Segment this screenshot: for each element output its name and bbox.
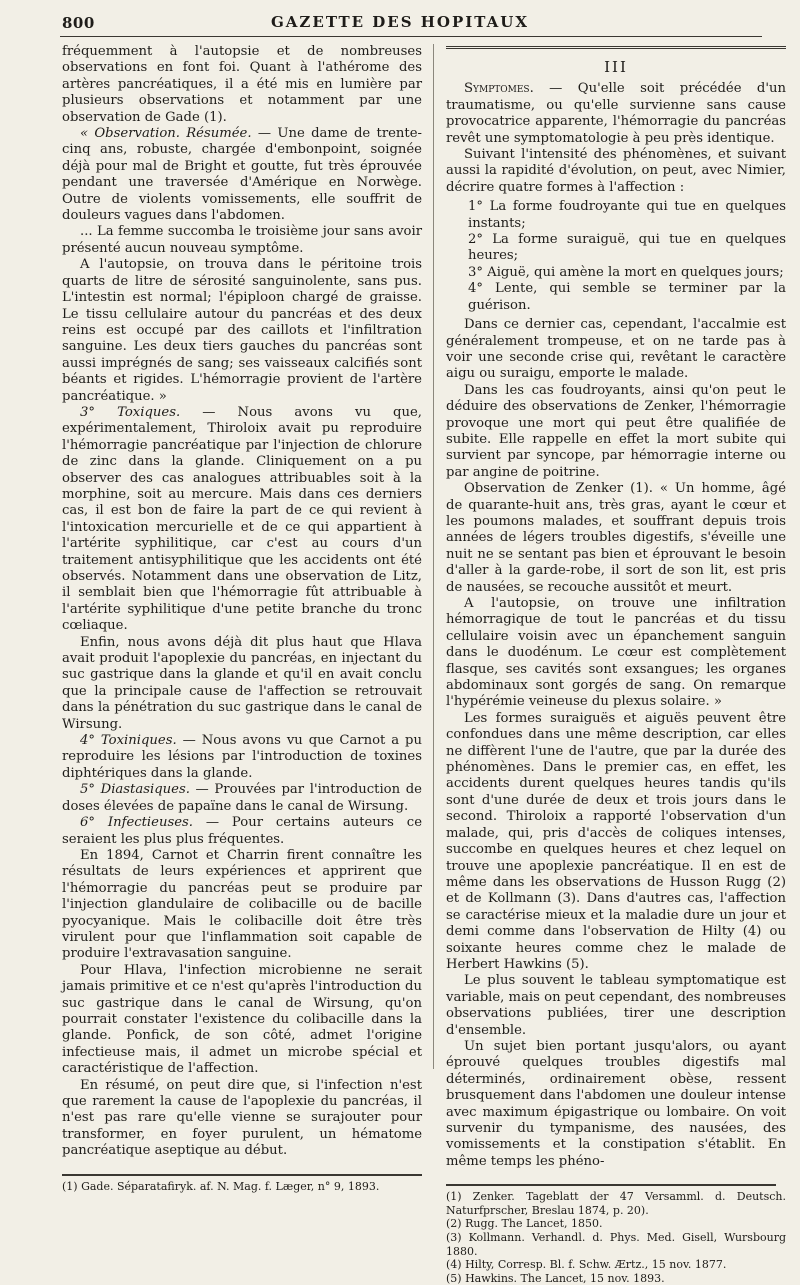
footnote: (4) Hilty, Corresp. Bl. f. Schw. Ærtz., 15 nov. 1877. — [446, 1258, 727, 1272]
paragraph: En résumé, on peut dire que, si l'infection n'est que rarement la cause de l'apoplexie du pancréas, il n'est pas rare qu'elle vienne se surajouter pour transformer, en foyer purulent, un hématome pancréatique aseptique au début. — [62, 1077, 422, 1159]
paragraph: Dans ce dernier cas, cependant, l'accalmie est généralement trompeuse, et on ne tarde pas à voir une seconde crise qui, revêtant le caractère aigu ou suraigu, emporte le malade. — [446, 317, 786, 382]
inline-label: « Observation. Résumée. — [80, 126, 252, 142]
header-rule — [60, 36, 762, 37]
paragraph: A l'autopsie, on trouve une infiltration hémorragique de tout le pancréas et du tissu cellulaire voisin avec un épanchement sanguin dans le duodénum. Le cœur est complètement flasque, ses cavités sont exsangues; les organes abdominaux sont gorgés de sang. On remarque l'hypérémie veineuse du plexus solaire. » — [446, 596, 786, 710]
footnote-rule — [62, 1174, 422, 1176]
inline-label: 6° Infectieuses. — [80, 815, 193, 831]
list-item: 1° La forme foudroyante qui tue en quelques instants; — [468, 199, 786, 231]
footnote-rule — [446, 1184, 776, 1186]
list-item: 4° Lente, qui semble se terminer par la guérison. — [468, 281, 786, 313]
section-rule — [446, 46, 786, 49]
footnote: (3) Kollmann. Verhandl. d. Phys. Med. Gisell, Wursbourg 1880. — [446, 1231, 786, 1258]
paragraph: « Observation. Résumée. — Une dame de trente-cinq ans, robuste, chargée d'embonpoint, soignée déjà pour mal de Bright et goutte, fut très éprouvée pendant une traversée d'Amérique en Norwège. Outre de violents vomissements, elle souffrit de douleurs vagues dans l'abdomen. — [62, 126, 422, 224]
page-number: 800 — [62, 14, 95, 32]
paragraph: Suivant l'intensité des phénomènes, et suivant aussi la rapidité d'évolution, on peut, avec Nimier, décrire quatre formes à l'affection : — [446, 147, 786, 195]
forms-list — [468, 199, 786, 314]
inline-label: 3° Toxiques. — [80, 404, 181, 420]
inline-label: Symptomes. — [464, 81, 534, 97]
footnote: (2) Rugg. The Lancet, 1850. — [446, 1217, 603, 1231]
paragraph: Le plus souvent le tableau symptomatique est variable, mais on peut cependant, des nombreuses observations publiées, tirer une description d'ensemble. — [446, 973, 786, 1038]
paragraph: 6° Infectieuses. — Pour certains auteurs ce seraient les plus plus fréquentes. — [62, 815, 422, 847]
paragraph: Enfin, nous avons déjà dit plus haut que Hlava avait produit l'apoplexie du pancréas, en injectant du suc gastrique dans la glande et qu'il en avait conclu que la principale cause de l'affection se retrouvait dans la pénétration du suc gastrique dans le canal de Wirsung. — [62, 634, 422, 732]
inline-label: 4° Toxiniques. — [80, 733, 177, 749]
left-column — [62, 44, 422, 1193]
paragraph: A l'autopsie, on trouva dans le péritoine trois quarts de litre de sérosité sanguinolente, sans pus. L'intestin est normal; l'épiploon chargé de graisse. Le tissu cellulaire autour du pancréas et des deux reins est occupé par des caillots et l'infiltration sanguine. Les deux tiers gauches du pancréas sont aussi imprégnés de sang; ses vaisseaux calcifiés sont béants et rigides. L'hémorragie provient de l'artère pancréatique. » — [62, 257, 422, 404]
paragraph: ... La femme succomba le troisième jour sans avoir présenté aucun nouveau symptôme. — [62, 224, 422, 256]
footnote: (1) Gade. Séparatafiryk. af. N. Mag. f. Læger, n° 9, 1893. — [62, 1179, 380, 1193]
inline-label: 5° Diastasiques. — [80, 782, 190, 798]
paragraph: 3° Toxiques. — Nous avons vu que, expérimentalement, Thiroloix avait pu reproduire l'hémorragie pancréatique par l'injection de chlorure de zinc dans la glande. Cliniquement on a pu observer des cas analogues attribuables soit à la morphine, soit au mercure. Mais dans ces derniers cas, il est bon de faire la part de ce qui revient à l'intoxication mercurielle et de ce qui appartient à l'artérite syphilitique, car c'est au cours d'un traitement antisyphilitique que les accidents ont été observés. Notamment dans une observation de Litz, il semblait bien que l'hémorragie fût attribuable à l'artérite syphilitique d'une petite branche du tronc cœliaque. — [62, 404, 422, 634]
list-item: 3° Aiguë, qui amène la mort en quelques jours; — [468, 264, 784, 280]
paragraph: 4° Toxiniques. — Nous avons vu que Carnot a pu reproduire les lésions par l'introduction de toxines diphtériques dans la glande. — [62, 733, 422, 781]
column-divider — [433, 44, 434, 1069]
paragraph: En 1894, Carnot et Charrin firent connaître les résultats de leurs expériences et apprirent que l'hémorragie du pancréas peut se produire par l'injection glandulaire de colibacille ou de bacille pyocyanique. Mais le colibacille doit être très virulent pour que l'inflammation soit capable de produire l'extravasation sanguine. — [62, 847, 422, 962]
footnote: (5) Hawkins. The Lancet, 15 nov. 1893. — [446, 1271, 665, 1285]
paragraph: Observation de Zenker (1). « Un homme, âgé de quarante-huit ans, très gras, ayant le cœur et les poumons malades, et souffrant depuis trois années de légers troubles digestifs, s'éveille une nuit ne se sentant pas bien et éprouvant le besoin d'aller à la garde-robe, il sort de son lit, est pris de nausées, se recouche aussitôt et meurt. — [446, 481, 786, 595]
running-title: GAZETTE DES HOPITAUX — [270, 13, 529, 31]
paragraph: Un sujet bien portant jusqu'alors, ou ayant éprouvé quelques troubles digestifs mal déterminés, ordinairement obèse, ressent brusquement dans l'abdomen une douleur intense avec maximum épigastrique ou lombaire. On voit survenir du tympanisme, des nausées, des vomissements et la constipation s'établit. En même temps les phéno- — [446, 1038, 786, 1169]
footnote: (1) Zenker. Tageblatt der 47 Versamml. d. Deutsch. Naturfprscher, Breslau 1874, p. 20). — [446, 1190, 786, 1217]
section-number: III — [604, 58, 628, 76]
paragraph: Pour Hlava, l'infection microbienne ne serait jamais primitive et ce n'est qu'après l'introduction du suc gastrique dans le canal de Wirsung, qu'on pourrait constater l'existence du colibacille dans la glande. Ponfick, de son côté, admet l'origine infectieuse mais, il admet un microbe spécial et caractéristique de l'affection. — [62, 962, 422, 1077]
list-item: 2° La forme suraiguë, qui tue en quelques heures; — [468, 232, 786, 264]
paragraph: fréquemment à l'autopsie et de nombreuses observations en font foi. Quant à l'athérome des artères pancréatiques, il a été mis en lumière par plusieurs observations et notamment par une observation de Gade (1). — [62, 44, 422, 125]
right-column — [446, 44, 786, 1285]
paragraph: Symptomes. — Qu'elle soit précédée d'un traumatisme, ou qu'elle survienne sans cause provocatrice apparente, l'hémorragie du pancréas revêt une symptomatologie à peu près identique. — [446, 81, 786, 146]
paragraph: 5° Diastasiques. — Prouvées par l'introduction de doses élevées de papaïne dans le canal de Wirsung. — [62, 782, 422, 814]
paragraph: Dans les cas foudroyants, ainsi qu'on peut le déduire des observations de Zenker, l'hémorragie provoque une mort qui peut être qualifiée de subite. Elle rappelle en effet la mort subite qui survient par syncope, par hémorragie interne ou par angine de poitrine. — [446, 382, 786, 480]
paragraph: Les formes suraiguës et aiguës peuvent être confondues dans une même description, car elles ne diffèrent l'une de l'autre, que par la durée des phénomènes. Dans le premier cas, en effet, les accidents durent quelques heures tandis qu'ils sont d'une durée de deux et trois jours dans le second. Thiroloix a rapporté l'observation d'un malade, qui, pris d'accès de coliques intenses, succombe en quelques heures et chez lequel on trouve une apoplexie pancréatique. Il en est de même dans les observations de Husson Rugg (2) et de Kollmann (3). Dans d'autres cas, l'affection se caractérise mieux et la maladie dure un jour et demi comme dans l'observation de Hilty (4) ou soixante heures comme chez le malade de Herbert Hawkins (5). — [446, 710, 786, 972]
